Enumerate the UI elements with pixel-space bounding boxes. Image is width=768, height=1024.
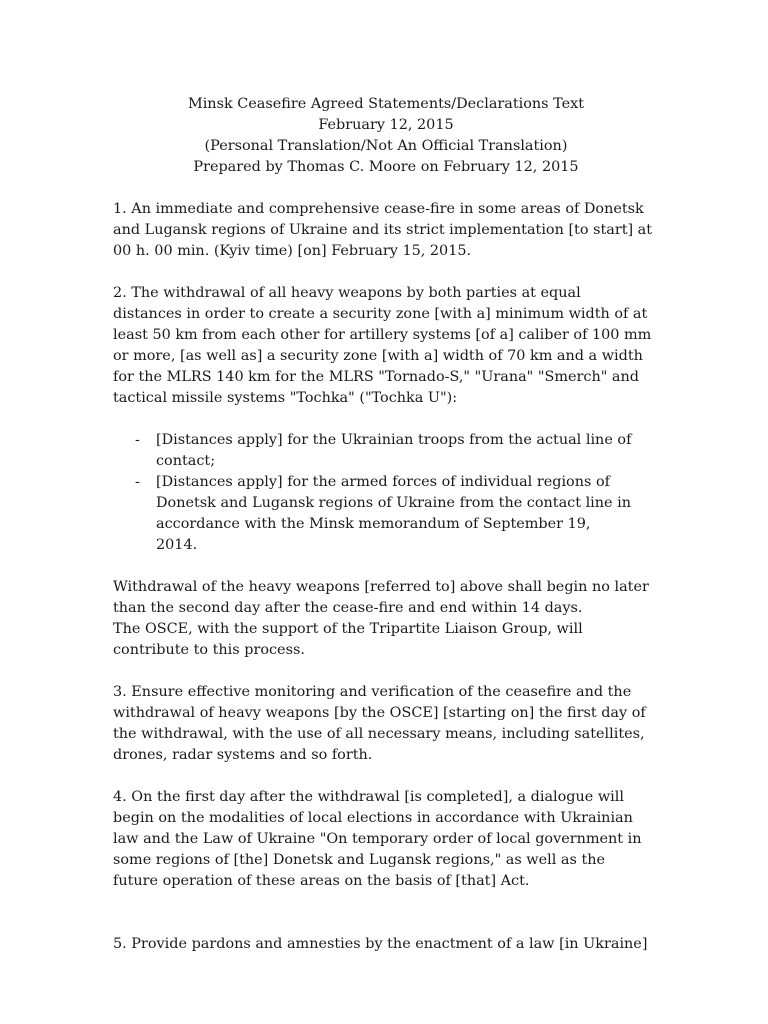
document-title: Minsk Ceasefire Agreed Statements/Declarations Text [187,96,585,112]
author-line: Prepared by Thomas C. Moore on February 12, 2015 [193,159,579,175]
list-item: - [Distances apply] for the Ukrainian troops from the actual line of contact; [113,430,633,472]
document-heading [113,94,659,178]
paragraph-3: 3. Ensure effective monitoring and verification of the ceasefire and the withdrawal of heavy weapons [by the OSCE] [starting on] the first day of the withdrawal, with the use of all necessary means, including satellites, drones, radar systems and so forth. [113,684,646,763]
paragraph-2: 2. The withdrawal of all heavy weapons by both parties at equal distances in order to create a security zone [with a] minimum width of at least 50 km from each other for artillery systems [of a] caliber of 100 mm or more, [as well as] a security zone [with a] width of 70 km and a width for the MLRS 140 km for the MLRS "Tornado-S," "Urana" "Smerch" and tactical missile systems "Tochka" ("Tochka U"): [113,285,652,406]
translation-note: (Personal Translation/Not An Official Translation) [204,138,568,154]
paragraph-1: 1. An immediate and comprehensive cease-fire in some areas of Donetsk and Lugansk regions of Ukraine and its strict implementation [to start] at 00 h. 00 min. (Kyiv time) [on] February 15, 2015. [113,201,653,259]
paragraph-4: 4. On the first day after the withdrawal [is completed], a dialogue will begin on the modalities of local elections in accordance with Ukrainian law and the Law of Ukraine "On temporary order of local government in some regions of [the] Donetsk and Lugansk regions," as well as the future operation of these areas on the basis of [that] Act. [113,789,642,889]
withdrawal-timing-paragraph: Withdrawal of the heavy weapons [referred to] above shall begin no later than the second day after the cease-fire and end within 14 days. [113,579,649,616]
osce-support-paragraph: The OSCE, with the support of the Tripartite Liaison Group, will contribute to this process. [113,621,583,658]
withdrawal-paragraphs [113,577,653,661]
list-item: - [Distances apply] for the armed forces of individual regions of Donetsk and Lugansk regions of Ukraine from the contact line in accordance with the Minsk memorandum of September 19, 2014. [113,472,633,556]
document-date: February 12, 2015 [318,117,454,133]
distance-list [113,430,633,556]
paragraph-5: 5. Provide pardons and amnesties by the enactment of a law [in Ukraine] [113,936,648,952]
document-body [113,199,653,955]
